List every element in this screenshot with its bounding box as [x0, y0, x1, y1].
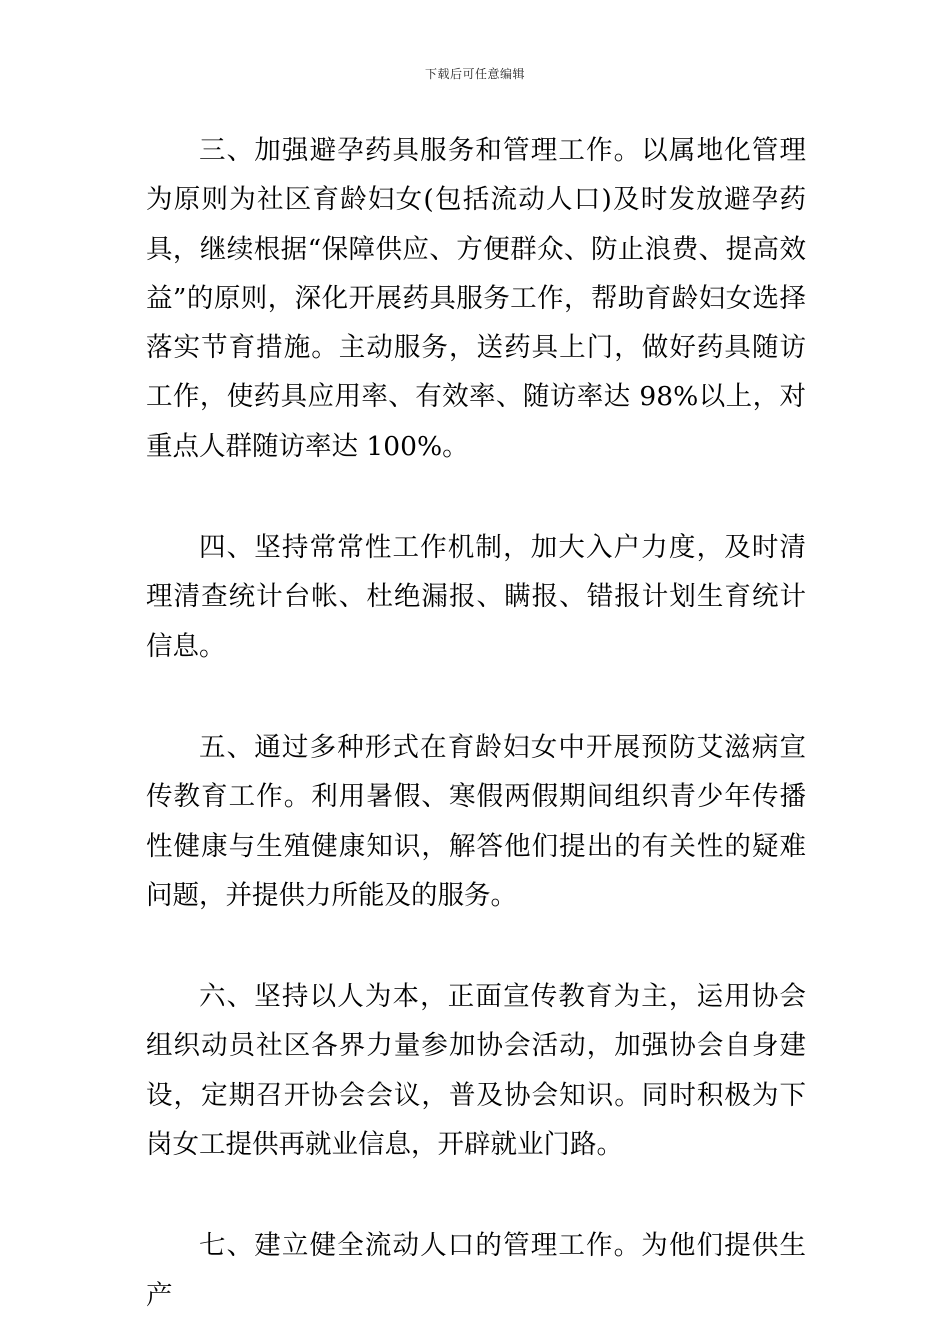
paragraph-floating-population: 七、建立健全流动人口的管理工作。为他们提供生产	[146, 1230, 806, 1311]
page-header: 下载后可任意编辑	[424, 67, 525, 81]
paragraph-statistics-work: 四、坚持常常性工作机制，加大入户力度，及时清理清查统计台帐、杜绝漏报、瞒报、错报计划生育统计信息。	[146, 532, 806, 662]
paragraph-contraceptive-services: 三、加强避孕药具服务和管理工作。以属地化管理为原则为社区育龄妇女(包括流动人口)及时发放避孕药具，继续根据“保障供应、方便群众、防止浪费、提高效益”的原则，深化开展药具服务工作，帮助育龄妇女选择落实节育措施。主动服务，送药具上门，做好药具随访工作，使药具应用率、有效率、随访率达 98%以上，对重点人群随访率达 100%。	[146, 135, 806, 462]
document-body	[146, 126, 806, 1320]
paragraph-spacer	[146, 920, 806, 972]
paragraph-association-work: 六、坚持以人为本，正面宣传教育为主，运用协会组织动员社区各界力量参加协会活动，加强协会自身建设，定期召开协会会议，普及协会知识。同时积极为下岗女工提供再就业信息，开辟就业门路。	[146, 981, 806, 1161]
paragraph-spacer	[146, 1169, 806, 1221]
paragraph-spacer	[146, 471, 806, 523]
paragraph-spacer	[146, 671, 806, 723]
paragraph-aids-prevention: 五、通过多种形式在育龄妇女中开展预防艾滋病宣传教育工作。利用暑假、寒假两假期间组织青少年传播性健康与生殖健康知识，解答他们提出的有关性的疑难问题，并提供力所能及的服务。	[146, 731, 806, 911]
